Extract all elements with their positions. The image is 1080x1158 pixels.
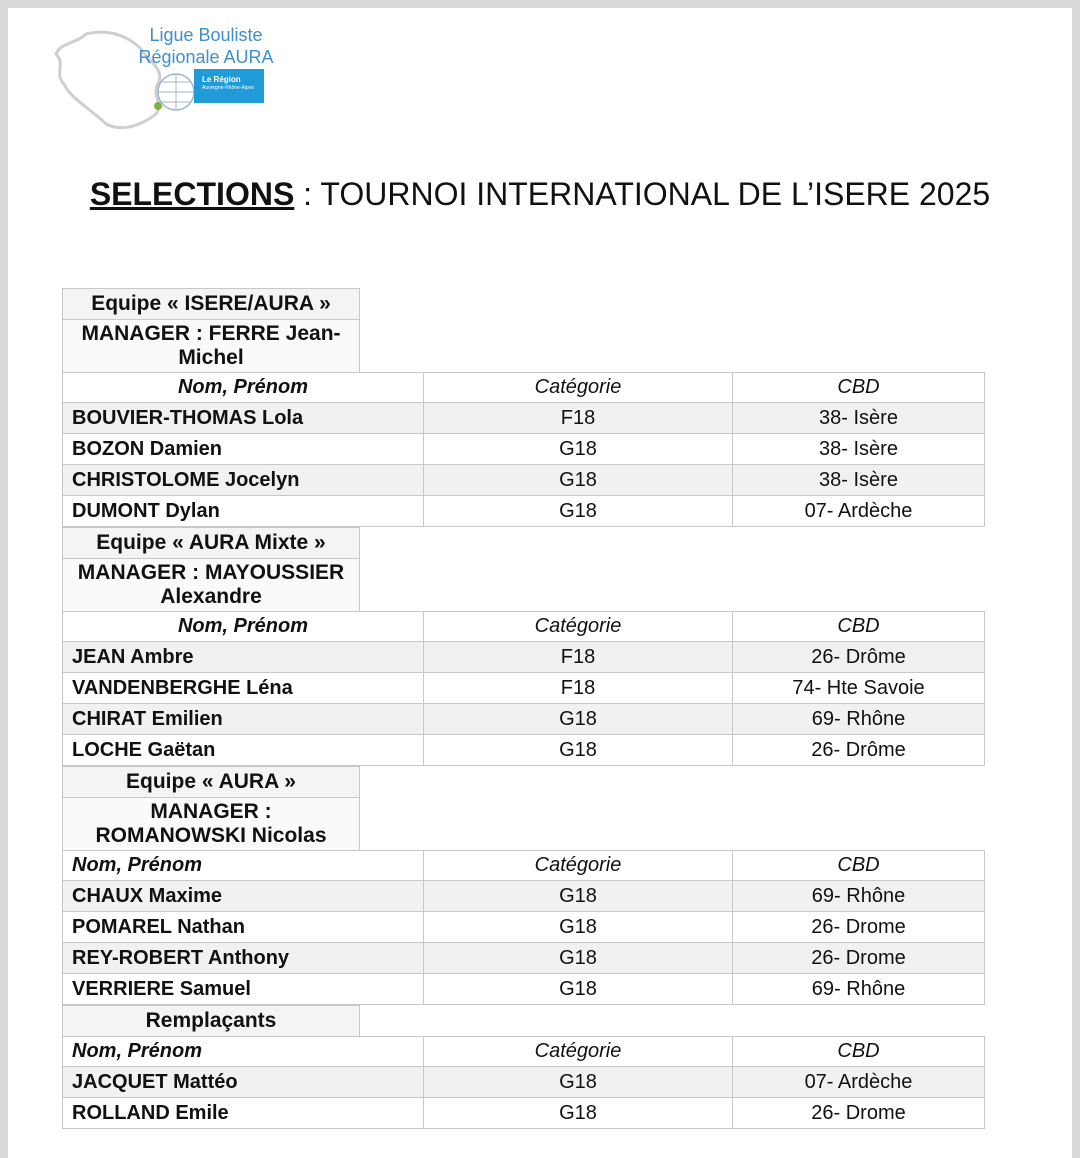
- player-cbd: 38- Isère: [819, 437, 898, 460]
- player-cbd: 26- Drôme: [811, 645, 906, 668]
- team-name: Equipe « AURA Mixte »: [62, 527, 360, 558]
- header-category: Catégorie: [424, 373, 733, 402]
- team-name: Equipe « ISERE/AURA »: [62, 288, 360, 319]
- logo-text: [126, 24, 286, 68]
- page-title: [8, 176, 1072, 213]
- player-category: F18: [424, 673, 733, 703]
- player-name: POMAREL Nathan: [63, 912, 424, 942]
- player-category: G18: [424, 465, 733, 495]
- header-cbd: CBD: [837, 1040, 880, 1062]
- player-category: G18: [424, 943, 733, 973]
- player-name: VERRIERE Samuel: [63, 974, 424, 1004]
- team-name: Equipe « AURA »: [62, 766, 360, 797]
- table-header-row: [62, 1036, 985, 1067]
- team-rows: [62, 611, 985, 766]
- player-cbd: 07- Ardèche: [804, 1070, 913, 1093]
- document-page: [8, 8, 1072, 1158]
- player-name: JACQUET Mattéo: [63, 1067, 424, 1097]
- player-cbd: 26- Drôme: [811, 738, 906, 761]
- table-row: [62, 403, 985, 434]
- logo-line2: Régionale AURA: [138, 47, 274, 67]
- header-name: Nom, Prénom: [63, 612, 424, 641]
- table-row: [62, 974, 985, 1005]
- player-cbd: 38- Isère: [819, 406, 898, 429]
- player-cbd: 69- Rhône: [811, 707, 906, 730]
- header-cbd: CBD: [837, 376, 880, 398]
- player-category: G18: [424, 974, 733, 1004]
- player-cbd: 69- Rhône: [811, 977, 906, 1000]
- team-manager: MANAGER : MAYOUSSIER Alexandre: [62, 558, 360, 611]
- team-manager: MANAGER : FERRE Jean-Michel: [62, 319, 360, 372]
- table-row: [62, 673, 985, 704]
- player-cbd: 26- Drome: [811, 915, 906, 938]
- player-cbd: 74- Hte Savoie: [792, 676, 925, 699]
- player-cbd: 26- Drome: [811, 946, 906, 969]
- table-header-row: [62, 611, 985, 642]
- player-name: CHRISTOLOME Jocelyn: [63, 465, 424, 495]
- header-category: Catégorie: [424, 612, 733, 641]
- player-category: G18: [424, 704, 733, 734]
- team-rows: [62, 850, 985, 1005]
- title-selections: SELECTIONS: [89, 176, 295, 212]
- player-cbd: 26- Drome: [811, 1101, 906, 1124]
- header-name: Nom, Prénom: [63, 1037, 424, 1066]
- title-rest: : TOURNOI INTERNATIONAL DE L’ISERE 2025: [294, 176, 991, 212]
- player-name: ROLLAND Emile: [63, 1098, 424, 1128]
- table-header-row: [62, 372, 985, 403]
- team-manager: MANAGER : ROMANOWSKI Nicolas: [62, 797, 360, 850]
- player-category: G18: [424, 1067, 733, 1097]
- player-name: VANDENBERGHE Léna: [63, 673, 424, 703]
- player-category: F18: [424, 642, 733, 672]
- table-row: [62, 1067, 985, 1098]
- player-cbd: 07- Ardèche: [804, 499, 913, 522]
- table-row: [62, 881, 985, 912]
- player-name: CHAUX Maxime: [63, 881, 424, 911]
- team-name: Remplaçants: [62, 1005, 360, 1036]
- table-row: [62, 943, 985, 974]
- player-cbd: 69- Rhône: [811, 884, 906, 907]
- table-row: [62, 1098, 985, 1129]
- header-category: Catégorie: [424, 1037, 733, 1066]
- table-header-row: [62, 850, 985, 881]
- player-category: G18: [424, 434, 733, 464]
- player-category: G18: [424, 735, 733, 765]
- player-name: BOUVIER-THOMAS Lola: [63, 403, 424, 433]
- player-category: G18: [424, 496, 733, 526]
- table-row: [62, 912, 985, 943]
- table-row: [62, 704, 985, 735]
- selections-table: [62, 288, 985, 1129]
- player-name: CHIRAT Emilien: [63, 704, 424, 734]
- header-cbd: CBD: [837, 615, 880, 637]
- header-name: Nom, Prénom: [63, 851, 424, 880]
- player-name: BOZON Damien: [63, 434, 424, 464]
- table-row: [62, 465, 985, 496]
- player-name: REY-ROBERT Anthony: [63, 943, 424, 973]
- region-badge-title: Le Région: [202, 75, 241, 84]
- ligue-logo: [46, 14, 276, 134]
- player-category: G18: [424, 912, 733, 942]
- table-row: [62, 735, 985, 766]
- player-category: G18: [424, 881, 733, 911]
- table-row: [62, 642, 985, 673]
- table-row: [62, 496, 985, 527]
- player-category: G18: [424, 1098, 733, 1128]
- player-name: JEAN Ambre: [63, 642, 424, 672]
- header-category: Catégorie: [424, 851, 733, 880]
- region-badge-subtitle: Auvergne-Rhône-Alpes: [202, 85, 254, 91]
- player-name: LOCHE Gaëtan: [63, 735, 424, 765]
- region-badge: [194, 69, 264, 103]
- header-name: Nom, Prénom: [63, 373, 424, 402]
- player-category: F18: [424, 403, 733, 433]
- logo-line1: Ligue Bouliste: [149, 25, 263, 45]
- player-name: DUMONT Dylan: [63, 496, 424, 526]
- header-cbd: CBD: [837, 854, 880, 876]
- team-rows: [62, 1036, 985, 1129]
- team-rows: [62, 372, 985, 527]
- player-cbd: 38- Isère: [819, 468, 898, 491]
- table-row: [62, 434, 985, 465]
